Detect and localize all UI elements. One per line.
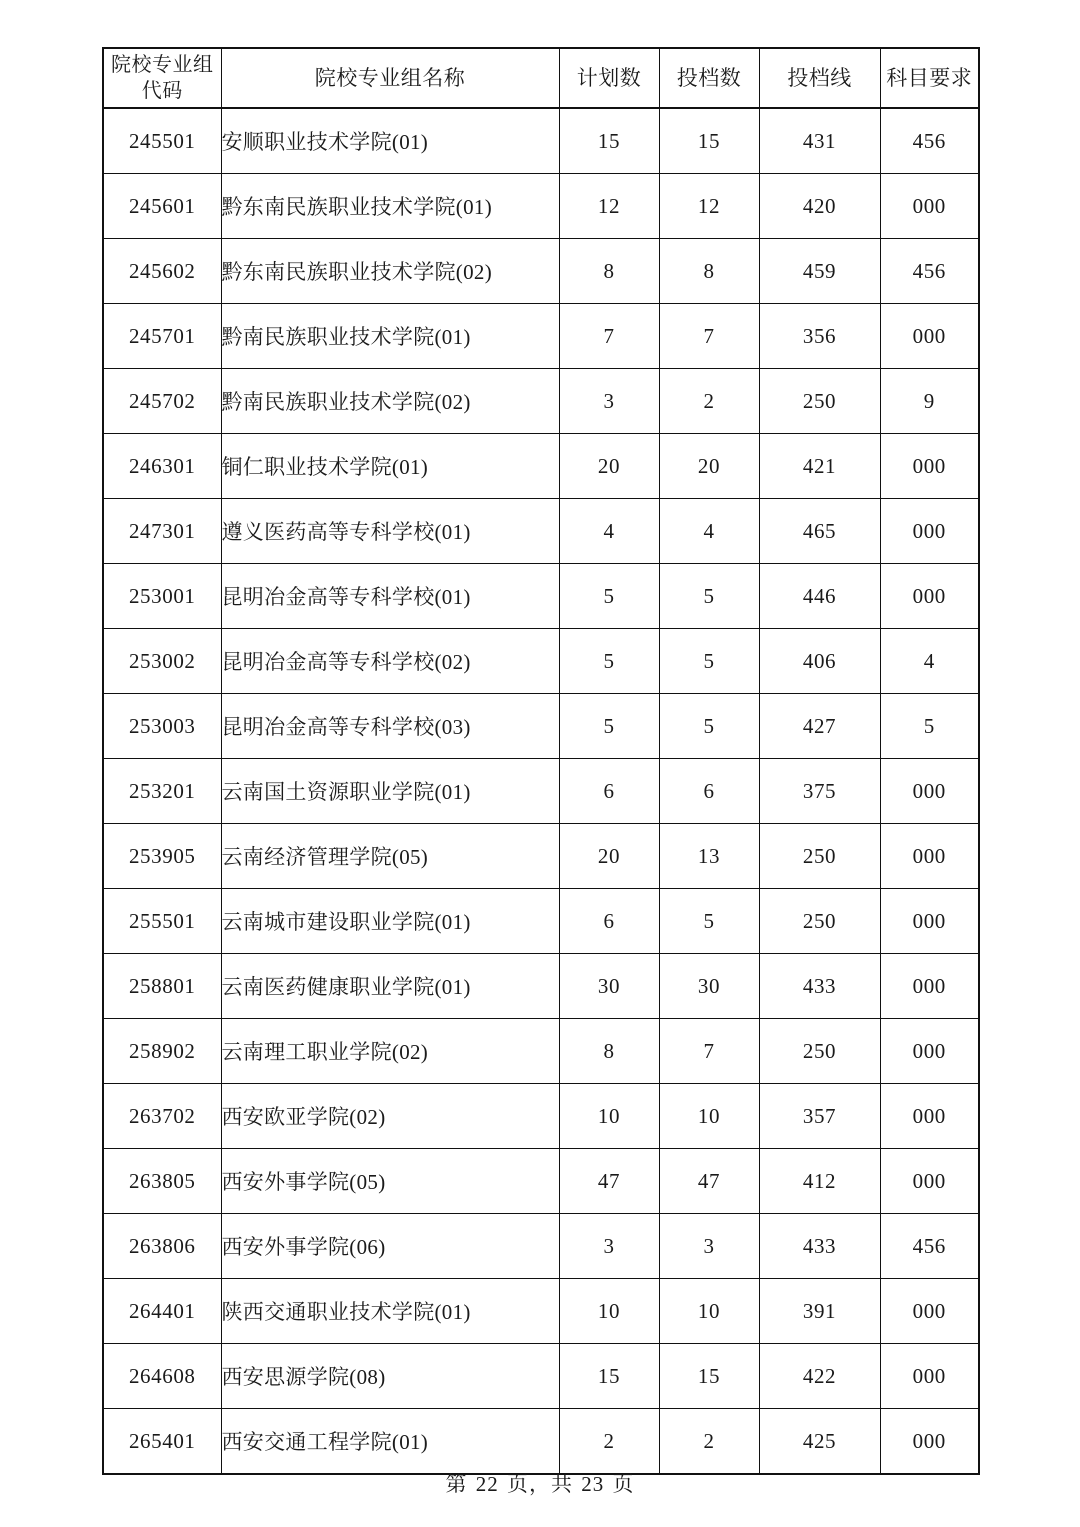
cell-plan-count: 5: [559, 694, 659, 759]
cell-plan-count: 12: [559, 174, 659, 239]
cell-subject-requirement: 456: [880, 1214, 979, 1279]
cell-admitted-count: 20: [659, 434, 759, 499]
cell-subject-requirement: 000: [880, 564, 979, 629]
cell-program-group-code: 258902: [103, 1019, 221, 1084]
cell-program-group-code: 253003: [103, 694, 221, 759]
cell-program-group-name: 云南国土资源职业学院(01): [221, 759, 559, 824]
cell-program-group-code: 253201: [103, 759, 221, 824]
cell-subject-requirement: 000: [880, 1084, 979, 1149]
cell-program-group-name: 昆明冶金高等专科学校(01): [221, 564, 559, 629]
cell-program-group-code: 253001: [103, 564, 221, 629]
table-row: [103, 1409, 979, 1475]
column-header-code-line2: 代码: [141, 80, 183, 102]
cell-program-group-code: 264608: [103, 1344, 221, 1409]
cell-admitted-count: 3: [659, 1214, 759, 1279]
table-header: [103, 48, 979, 108]
cell-program-group-name: 黔南民族职业技术学院(02): [221, 369, 559, 434]
cell-subject-requirement: 456: [880, 108, 979, 174]
cell-admitted-count: 2: [659, 1409, 759, 1475]
cell-admission-line: 427: [759, 694, 880, 759]
cell-admission-line: 406: [759, 629, 880, 694]
cell-program-group-name: 昆明冶金高等专科学校(03): [221, 694, 559, 759]
cell-admission-line: 465: [759, 499, 880, 564]
cell-subject-requirement: 000: [880, 1279, 979, 1344]
cell-subject-requirement: 000: [880, 954, 979, 1019]
footer-suffix: 页: [612, 1472, 635, 1496]
table-row: [103, 759, 979, 824]
cell-admission-line: 357: [759, 1084, 880, 1149]
table-row: [103, 1279, 979, 1344]
cell-program-group-code: 246301: [103, 434, 221, 499]
cell-admission-line: 425: [759, 1409, 880, 1475]
cell-admitted-count: 12: [659, 174, 759, 239]
cell-program-group-code: 263806: [103, 1214, 221, 1279]
table-row: [103, 1344, 979, 1409]
cell-program-group-name: 云南医药健康职业学院(01): [221, 954, 559, 1019]
cell-admitted-count: 5: [659, 694, 759, 759]
cell-program-group-code: 247301: [103, 499, 221, 564]
table-row: [103, 304, 979, 369]
cell-subject-requirement: 000: [880, 304, 979, 369]
cell-subject-requirement: 000: [880, 1019, 979, 1084]
cell-plan-count: 47: [559, 1149, 659, 1214]
cell-plan-count: 8: [559, 239, 659, 304]
table-row: [103, 1214, 979, 1279]
cell-admitted-count: 7: [659, 1019, 759, 1084]
cell-program-group-name: 黔东南民族职业技术学院(02): [221, 239, 559, 304]
cell-subject-requirement: 000: [880, 759, 979, 824]
cell-program-group-code: 253905: [103, 824, 221, 889]
table-row: [103, 369, 979, 434]
column-header-line: 投档线: [759, 48, 880, 108]
cell-plan-count: 10: [559, 1279, 659, 1344]
cell-admitted-count: 47: [659, 1149, 759, 1214]
table-row: [103, 889, 979, 954]
cell-plan-count: 5: [559, 629, 659, 694]
cell-plan-count: 30: [559, 954, 659, 1019]
cell-admitted-count: 2: [659, 369, 759, 434]
table-row: [103, 1019, 979, 1084]
cell-program-group-code: 264401: [103, 1279, 221, 1344]
cell-admission-line: 356: [759, 304, 880, 369]
cell-admission-line: 250: [759, 1019, 880, 1084]
cell-subject-requirement: 000: [880, 1409, 979, 1475]
cell-subject-requirement: 000: [880, 1149, 979, 1214]
cell-program-group-name: 昆明冶金高等专科学校(02): [221, 629, 559, 694]
page-footer: [0, 1468, 1080, 1498]
cell-subject-requirement: 5: [880, 694, 979, 759]
table-row: [103, 954, 979, 1019]
cell-program-group-name: 黔东南民族职业技术学院(01): [221, 174, 559, 239]
cell-program-group-name: 西安思源学院(08): [221, 1344, 559, 1409]
cell-admission-line: 391: [759, 1279, 880, 1344]
cell-plan-count: 15: [559, 1344, 659, 1409]
column-header-admitted: 投档数: [659, 48, 759, 108]
cell-program-group-code: 258801: [103, 954, 221, 1019]
cell-admitted-count: 15: [659, 108, 759, 174]
cell-admission-line: 459: [759, 239, 880, 304]
cell-subject-requirement: 456: [880, 239, 979, 304]
cell-admission-line: 412: [759, 1149, 880, 1214]
cell-program-group-name: 遵义医药高等专科学校(01): [221, 499, 559, 564]
cell-admission-line: 422: [759, 1344, 880, 1409]
cell-admission-line: 250: [759, 824, 880, 889]
table-row: [103, 434, 979, 499]
cell-program-group-code: 255501: [103, 889, 221, 954]
cell-subject-requirement: 000: [880, 499, 979, 564]
cell-subject-requirement: 9: [880, 369, 979, 434]
footer-page-number: 22: [475, 1472, 499, 1496]
cell-admitted-count: 5: [659, 889, 759, 954]
admission-score-table: [102, 47, 980, 1475]
cell-admission-line: 446: [759, 564, 880, 629]
cell-plan-count: 5: [559, 564, 659, 629]
cell-admitted-count: 15: [659, 1344, 759, 1409]
footer-middle: 页，共: [507, 1472, 573, 1496]
cell-program-group-code: 253002: [103, 629, 221, 694]
cell-program-group-name: 西安外事学院(06): [221, 1214, 559, 1279]
table-header-row: [103, 48, 979, 108]
cell-plan-count: 8: [559, 1019, 659, 1084]
table-row: [103, 174, 979, 239]
cell-plan-count: 3: [559, 369, 659, 434]
cell-subject-requirement: 000: [880, 824, 979, 889]
cell-program-group-code: 245601: [103, 174, 221, 239]
score-table-container: [102, 47, 978, 1475]
cell-plan-count: 6: [559, 889, 659, 954]
cell-admitted-count: 7: [659, 304, 759, 369]
table-row: [103, 1149, 979, 1214]
cell-admitted-count: 30: [659, 954, 759, 1019]
table-row: [103, 499, 979, 564]
cell-plan-count: 15: [559, 108, 659, 174]
cell-program-group-name: 黔南民族职业技术学院(01): [221, 304, 559, 369]
cell-plan-count: 20: [559, 824, 659, 889]
cell-admitted-count: 13: [659, 824, 759, 889]
cell-program-group-name: 安顺职业技术学院(01): [221, 108, 559, 174]
cell-plan-count: 10: [559, 1084, 659, 1149]
cell-program-group-name: 西安欧亚学院(02): [221, 1084, 559, 1149]
cell-plan-count: 3: [559, 1214, 659, 1279]
cell-program-group-code: 245701: [103, 304, 221, 369]
column-header-code: [103, 48, 221, 108]
cell-plan-count: 20: [559, 434, 659, 499]
cell-program-group-name: 铜仁职业技术学院(01): [221, 434, 559, 499]
table-row: [103, 824, 979, 889]
cell-program-group-name: 西安外事学院(05): [221, 1149, 559, 1214]
footer-prefix: 第: [445, 1472, 468, 1496]
cell-admitted-count: 5: [659, 629, 759, 694]
cell-program-group-code: 263805: [103, 1149, 221, 1214]
cell-admission-line: 250: [759, 369, 880, 434]
cell-plan-count: 6: [559, 759, 659, 824]
cell-subject-requirement: 000: [880, 1344, 979, 1409]
table-row: [103, 629, 979, 694]
cell-admitted-count: 6: [659, 759, 759, 824]
cell-admitted-count: 4: [659, 499, 759, 564]
cell-program-group-name: 云南城市建设职业学院(01): [221, 889, 559, 954]
cell-program-group-name: 陕西交通职业技术学院(01): [221, 1279, 559, 1344]
table-body: [103, 108, 979, 1474]
cell-plan-count: 7: [559, 304, 659, 369]
cell-admission-line: 250: [759, 889, 880, 954]
column-header-code-line1: 院校专业组: [111, 54, 214, 76]
cell-subject-requirement: 000: [880, 889, 979, 954]
cell-program-group-name: 西安交通工程学院(01): [221, 1409, 559, 1475]
table-row: [103, 1084, 979, 1149]
cell-admission-line: 375: [759, 759, 880, 824]
cell-program-group-code: 265401: [103, 1409, 221, 1475]
column-header-subject: 科目要求: [880, 48, 979, 108]
table-row: [103, 694, 979, 759]
cell-program-group-name: 云南经济管理学院(05): [221, 824, 559, 889]
cell-admitted-count: 10: [659, 1084, 759, 1149]
cell-subject-requirement: 000: [880, 434, 979, 499]
cell-admitted-count: 10: [659, 1279, 759, 1344]
column-header-plan: 计划数: [559, 48, 659, 108]
cell-program-group-code: 245501: [103, 108, 221, 174]
cell-program-group-name: 云南理工职业学院(02): [221, 1019, 559, 1084]
table-row: [103, 564, 979, 629]
cell-admission-line: 431: [759, 108, 880, 174]
cell-admission-line: 433: [759, 1214, 880, 1279]
cell-program-group-code: 245702: [103, 369, 221, 434]
cell-plan-count: 2: [559, 1409, 659, 1475]
cell-admitted-count: 8: [659, 239, 759, 304]
cell-admission-line: 433: [759, 954, 880, 1019]
cell-admission-line: 420: [759, 174, 880, 239]
cell-subject-requirement: 000: [880, 174, 979, 239]
cell-admitted-count: 5: [659, 564, 759, 629]
table-row: [103, 239, 979, 304]
cell-plan-count: 4: [559, 499, 659, 564]
column-header-name: 院校专业组名称: [221, 48, 559, 108]
table-row: [103, 108, 979, 174]
footer-total-pages: 23: [581, 1472, 605, 1496]
cell-subject-requirement: 4: [880, 629, 979, 694]
cell-program-group-code: 245602: [103, 239, 221, 304]
cell-admission-line: 421: [759, 434, 880, 499]
cell-program-group-code: 263702: [103, 1084, 221, 1149]
